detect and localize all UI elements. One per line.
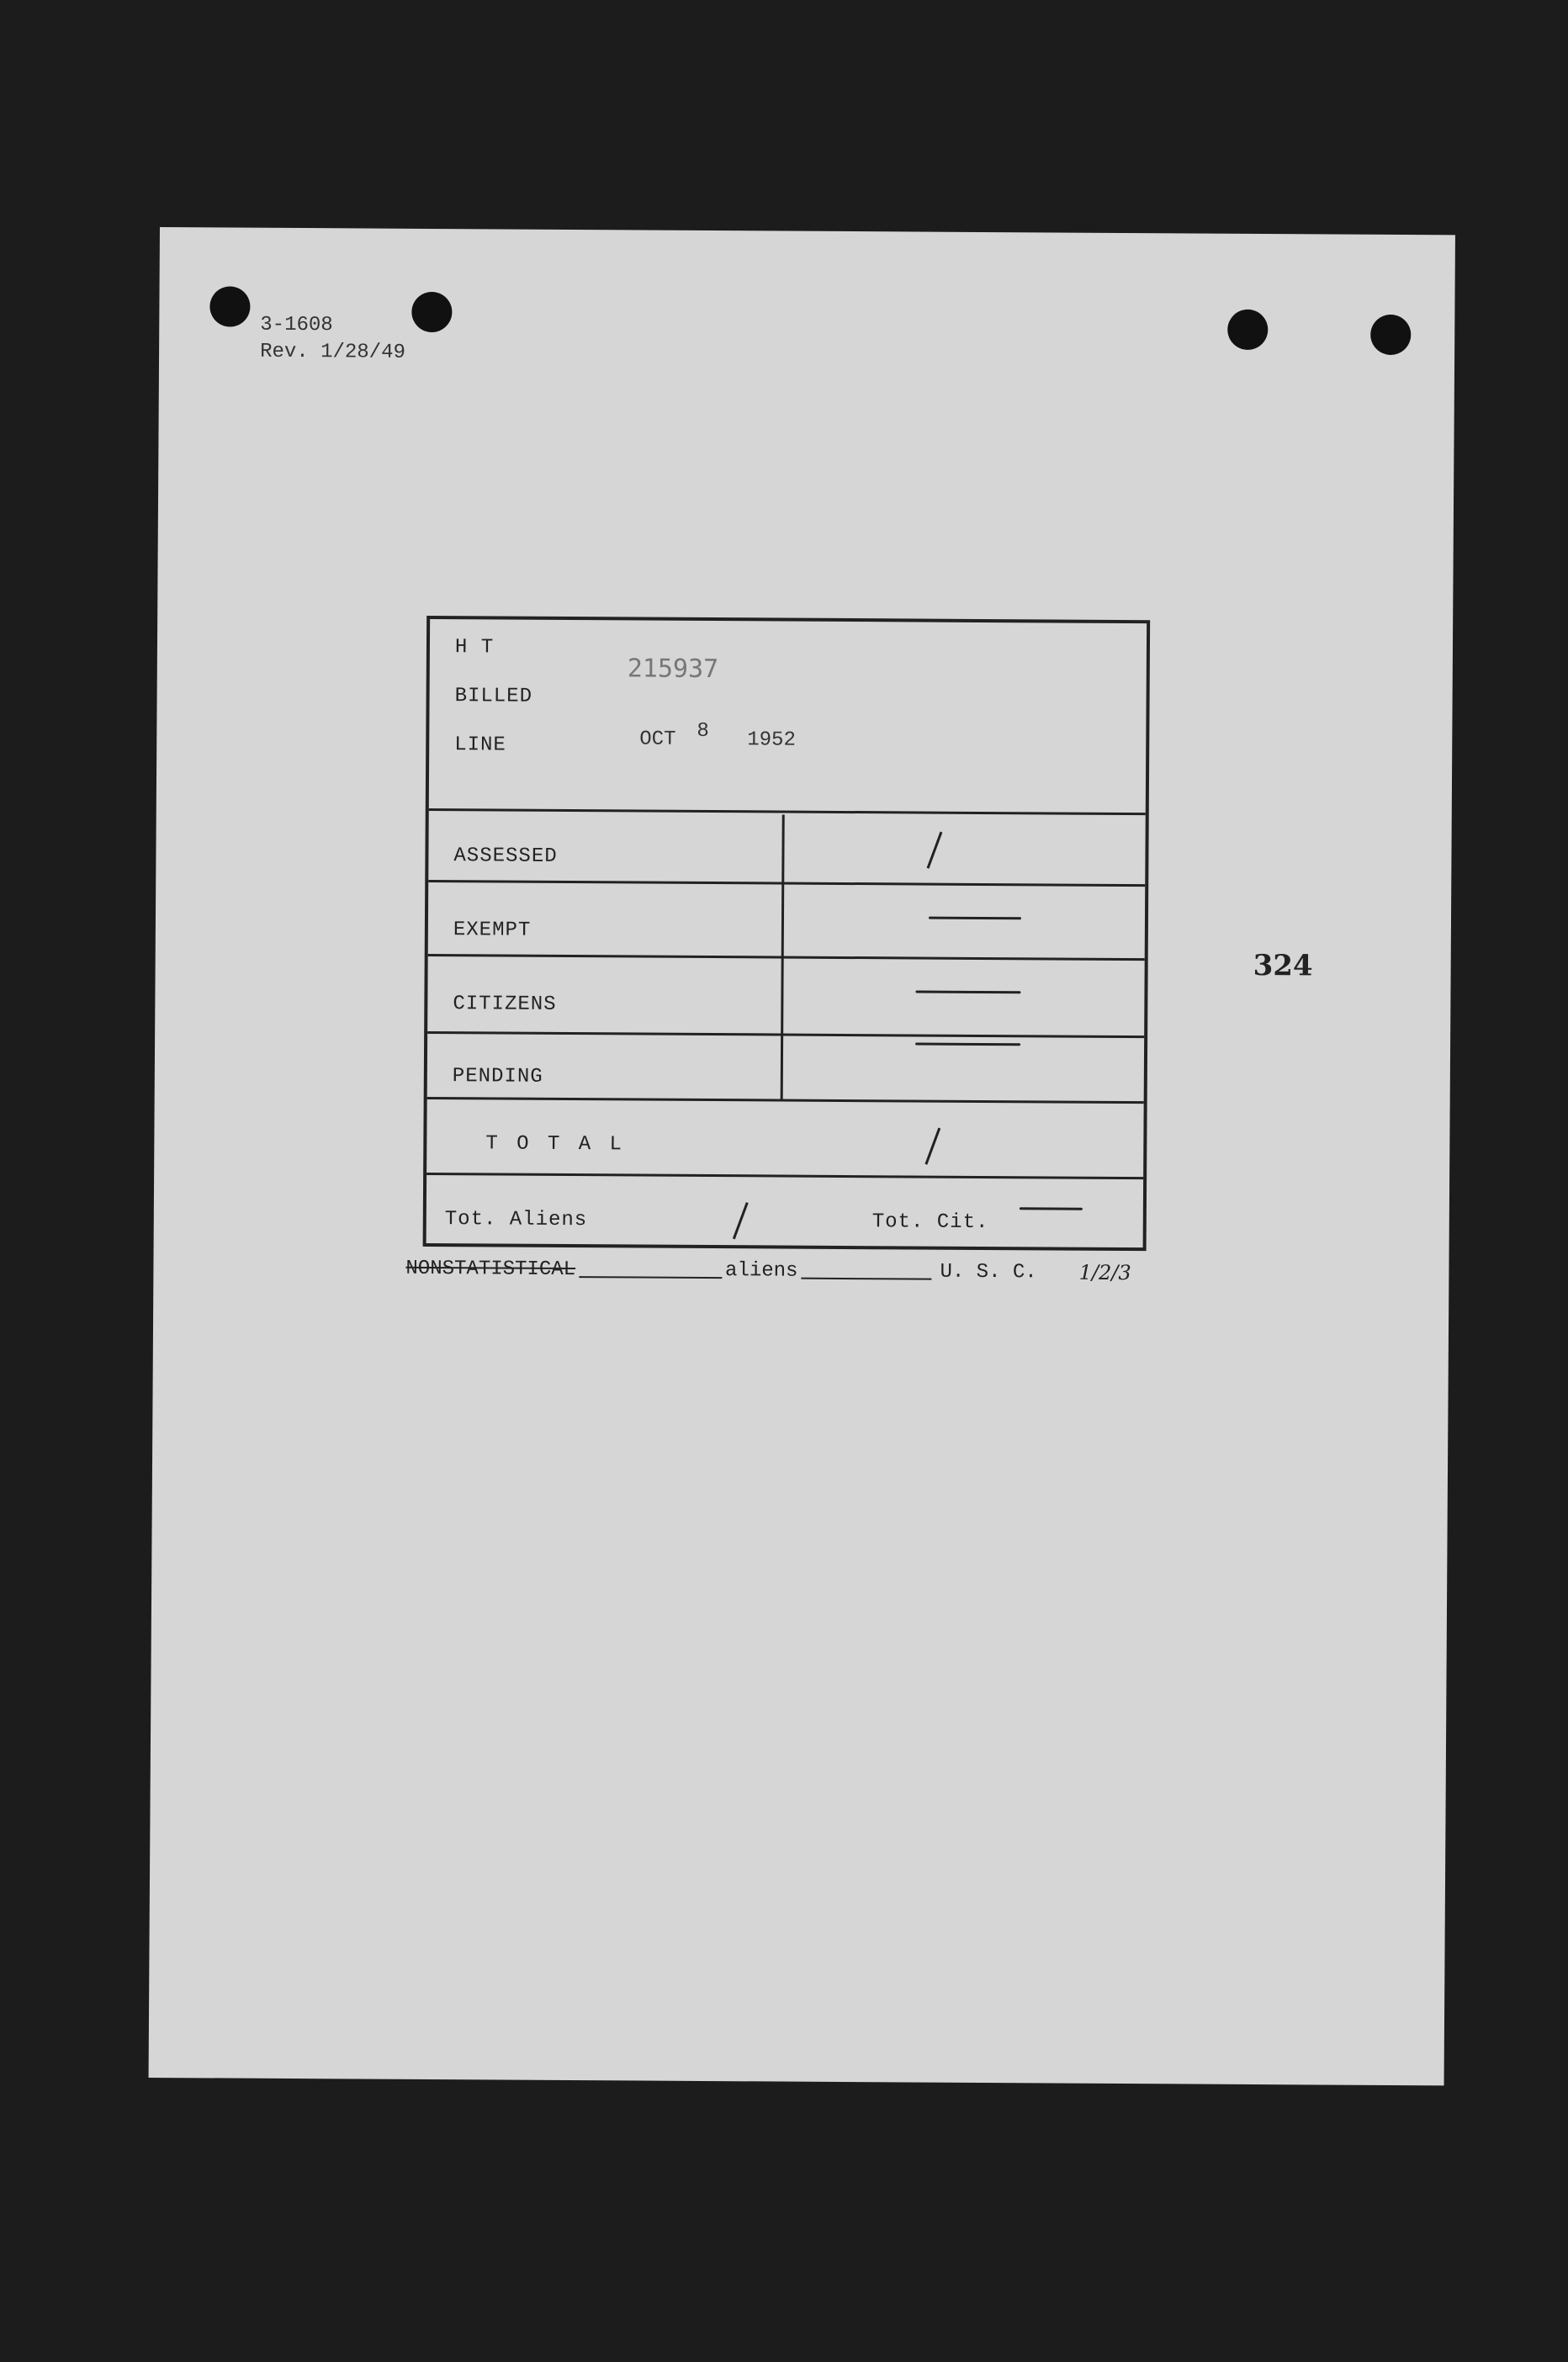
dash-mark: [929, 917, 1021, 920]
dash-mark: [915, 991, 1020, 994]
document-page: [149, 227, 1455, 2085]
dash-mark: [915, 1043, 1020, 1046]
row-label-citizens: CITIZENS: [453, 993, 557, 1016]
total-label: T O T A L: [485, 1132, 626, 1157]
stamp-number: 215937: [627, 654, 719, 685]
stamp-date-day: 8: [697, 719, 709, 743]
punch-hole: [209, 286, 250, 326]
tally-mark: [927, 832, 943, 869]
blank-line: [801, 1276, 931, 1280]
tot-cit-label: Tot. Cit.: [871, 1210, 989, 1235]
divider: [427, 1097, 1144, 1104]
divider: [428, 954, 1145, 961]
row-label-assessed: ASSESSED: [453, 845, 558, 868]
blank-line: [579, 1274, 722, 1279]
tally-mark: [733, 1202, 749, 1239]
punch-hole: [1370, 315, 1411, 355]
punch-hole: [1227, 310, 1268, 350]
footer-line: [405, 1257, 1131, 1284]
form-code: 3-1608: [260, 313, 333, 337]
ht-label: H T: [454, 636, 495, 659]
form-revision: Rev. 1/28/49: [260, 340, 406, 364]
page-number: 324: [1253, 948, 1313, 983]
row-label-exempt: EXEMPT: [453, 919, 532, 942]
divider: [428, 880, 1145, 887]
stamp-date-month: OCT: [639, 728, 676, 751]
line-label: LINE: [454, 733, 506, 757]
divider: [427, 1031, 1144, 1038]
billed-label: BILLED: [454, 685, 533, 708]
usc-label: U. S. C.: [940, 1260, 1037, 1284]
form-code-block: [260, 312, 405, 367]
tot-aliens-label: Tot. Aliens: [444, 1208, 588, 1232]
aliens-label: aliens: [724, 1259, 798, 1283]
stamp-date-year: 1952: [747, 728, 796, 752]
dash-mark: [1020, 1207, 1083, 1210]
initials-signature: 1/2/3: [1078, 1260, 1131, 1285]
row-label-pending: PENDING: [452, 1065, 543, 1088]
tally-box: [423, 616, 1151, 1251]
tally-mark: [924, 1128, 940, 1165]
punch-hole: [411, 292, 452, 332]
divider: [429, 808, 1146, 815]
nonstatistical-label: NONSTATISTICAL: [405, 1257, 576, 1282]
divider: [426, 1173, 1143, 1179]
